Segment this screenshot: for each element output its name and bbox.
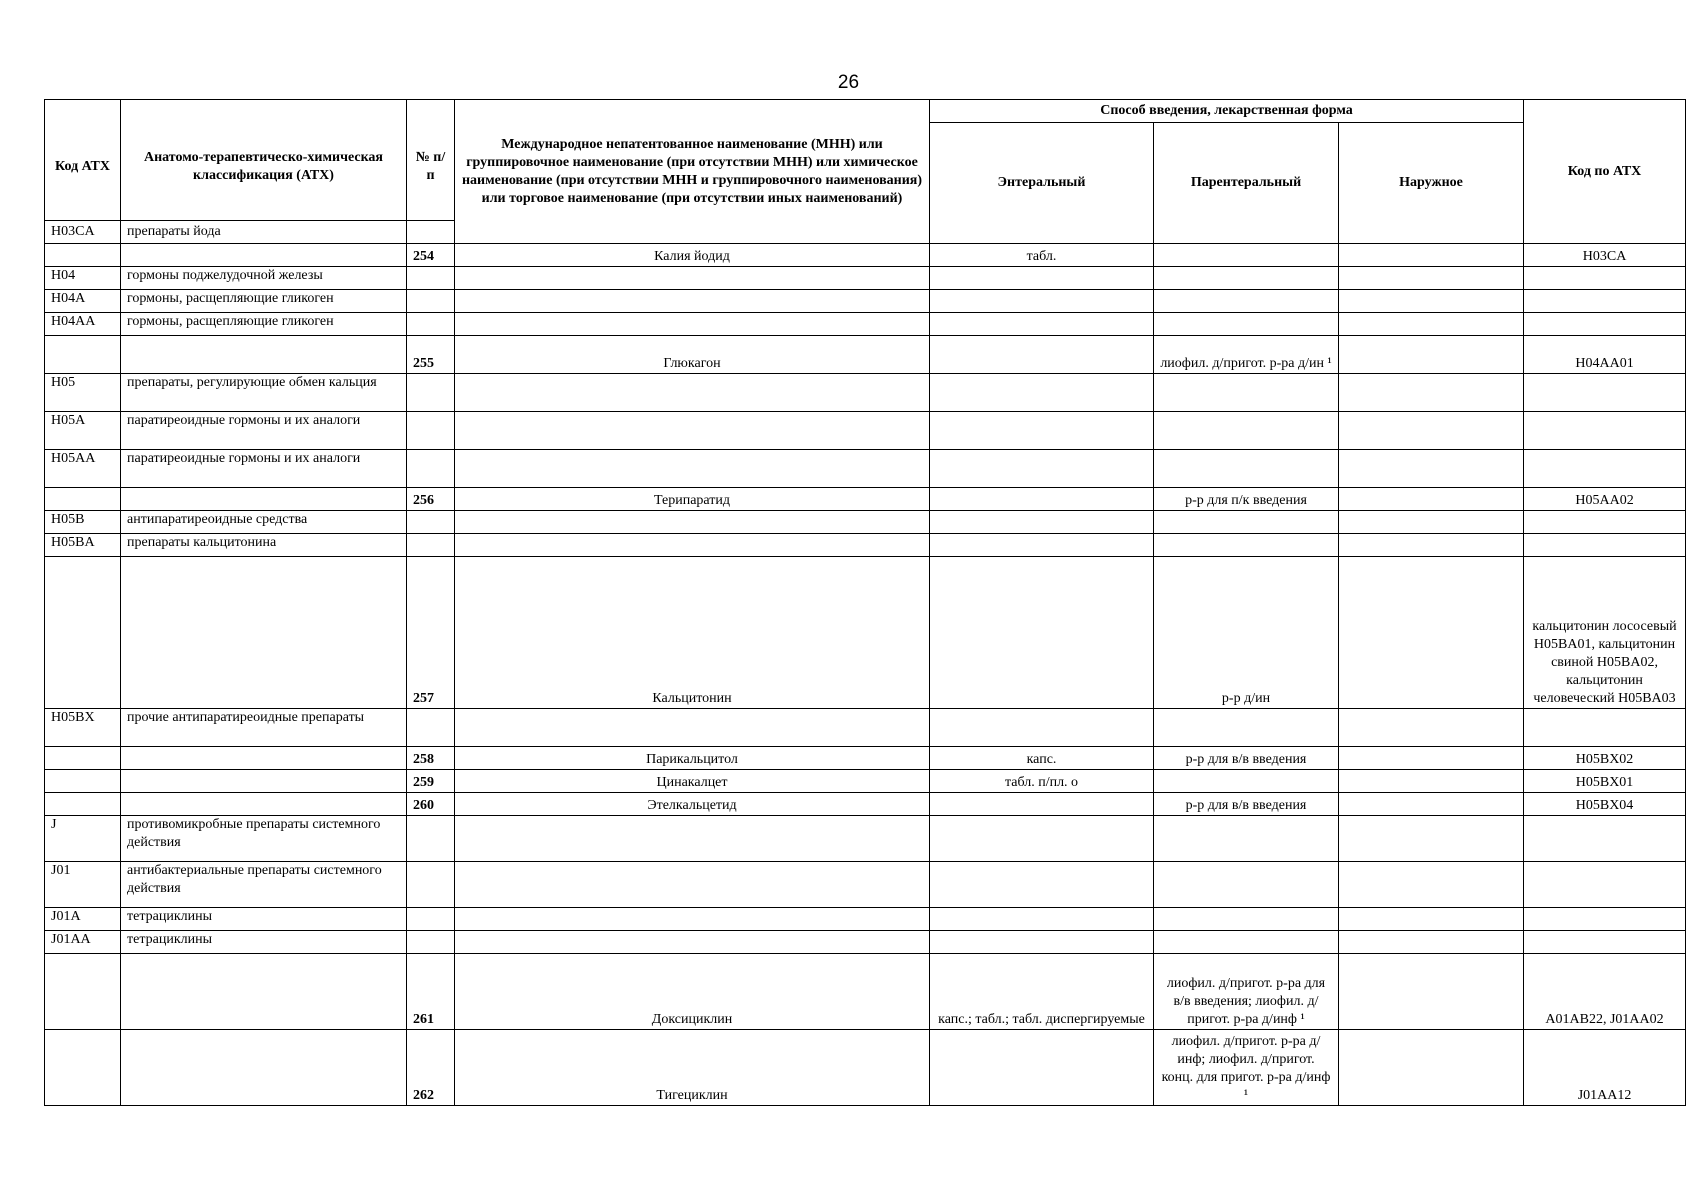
atc-code-cell: H05B (45, 511, 121, 534)
parenteral-form-cell (1154, 313, 1339, 336)
atc-code-cell (45, 770, 121, 793)
atc-code-by-cell: A01AB22, J01AA02 (1524, 954, 1686, 1030)
parenteral-form-cell: р-р для в/в введения (1154, 747, 1339, 770)
enteral-form-cell (930, 267, 1154, 290)
atc-code-by-cell: H04AA01 (1524, 336, 1686, 374)
enteral-form-cell: табл. п/пл. о (930, 770, 1154, 793)
external-form-cell (1339, 793, 1524, 816)
enteral-form-cell (930, 793, 1154, 816)
enteral-form-cell (930, 862, 1154, 908)
header-external: Наружное (1339, 123, 1524, 244)
number-cell (407, 709, 455, 747)
parenteral-form-cell (1154, 770, 1339, 793)
enteral-form-cell (930, 290, 1154, 313)
enteral-form-cell (930, 908, 1154, 931)
number-cell: 259 (407, 770, 455, 793)
parenteral-form-cell (1154, 709, 1339, 747)
external-form-cell (1339, 336, 1524, 374)
classification-cell: тетрациклины (121, 931, 407, 954)
external-form-cell (1339, 450, 1524, 488)
parenteral-form-cell (1154, 931, 1339, 954)
page-number: 26 (837, 72, 860, 93)
parenteral-form-cell (1154, 244, 1339, 267)
header-first-class: препараты йода (121, 221, 407, 244)
header-code-atc: Код АТХ (45, 100, 121, 221)
enteral-form-cell: капс.; табл.; табл. диспергируемые (930, 954, 1154, 1030)
atc-code-cell (45, 336, 121, 374)
enteral-form-cell (930, 709, 1154, 747)
enteral-form-cell (930, 1030, 1154, 1106)
atc-code-by-cell (1524, 931, 1686, 954)
drug-name-cell (455, 908, 930, 931)
atc-code-by-cell: H05BX02 (1524, 747, 1686, 770)
external-form-cell (1339, 412, 1524, 450)
table-row (45, 313, 1686, 336)
atc-code-by-cell (1524, 290, 1686, 313)
atc-code-cell: H05 (45, 374, 121, 412)
enteral-form-cell (930, 816, 1154, 862)
atc-code-cell (45, 557, 121, 709)
enteral-form-cell (930, 534, 1154, 557)
external-form-cell (1339, 511, 1524, 534)
number-cell: 261 (407, 954, 455, 1030)
table-row (45, 374, 1686, 412)
classification-cell (121, 954, 407, 1030)
atc-code-cell (45, 793, 121, 816)
external-form-cell (1339, 557, 1524, 709)
table-row (45, 908, 1686, 931)
classification-cell (121, 793, 407, 816)
atc-code-cell (45, 1030, 121, 1106)
table-row (45, 793, 1686, 816)
drug-name-cell: Парикальцитол (455, 747, 930, 770)
external-form-cell (1339, 534, 1524, 557)
drug-name-cell: Терипаратид (455, 488, 930, 511)
classification-cell: тетрациклины (121, 908, 407, 931)
external-form-cell (1339, 816, 1524, 862)
classification-cell (121, 747, 407, 770)
enteral-form-cell (930, 412, 1154, 450)
parenteral-form-cell: лиофил. д/пригот. р-ра д/ин ¹ (1154, 336, 1339, 374)
table-row (45, 816, 1686, 862)
drug-name-cell (455, 374, 930, 412)
number-cell (407, 862, 455, 908)
table-row (45, 709, 1686, 747)
atc-code-by-cell: H05BX01 (1524, 770, 1686, 793)
table-row (45, 336, 1686, 374)
parenteral-form-cell: лиофил. д/пригот. р-ра д/инф; лиофил. д/пригот. конц. для пригот. р-ра д/инф ¹ (1154, 1030, 1339, 1106)
external-form-cell (1339, 908, 1524, 931)
atc-code-cell: J01AA (45, 931, 121, 954)
external-form-cell (1339, 290, 1524, 313)
table-row (45, 488, 1686, 511)
atc-code-cell: J (45, 816, 121, 862)
atc-code-cell: J01A (45, 908, 121, 931)
atc-code-by-cell (1524, 908, 1686, 931)
drug-name-cell (455, 534, 930, 557)
table-row (45, 290, 1686, 313)
classification-cell: препараты, регулирующие обмен кальция (121, 374, 407, 412)
atc-code-by-cell (1524, 412, 1686, 450)
parenteral-form-cell (1154, 816, 1339, 862)
number-cell: 262 (407, 1030, 455, 1106)
header-inn: Международное непатентованное наименование (МНН) или группировочное наименование (при отсутствии МНН) или химическое наименование (при отсутствии МНН и группировочного наименования) или торговое наименование (при отсутствии иных наименований) (455, 100, 930, 244)
drug-name-cell: Калия йодид (455, 244, 930, 267)
parenteral-form-cell (1154, 374, 1339, 412)
classification-cell: препараты кальцитонина (121, 534, 407, 557)
atc-code-by-cell (1524, 709, 1686, 747)
classification-cell (121, 488, 407, 511)
atc-code-by-cell (1524, 267, 1686, 290)
number-cell: 257 (407, 557, 455, 709)
table-row (45, 267, 1686, 290)
enteral-form-cell (930, 488, 1154, 511)
classification-cell (121, 336, 407, 374)
table-row (45, 954, 1686, 1030)
atc-code-by-cell: кальцитонин лососевый H05BA01, кальцитонин свиной H05BA02, кальцитонин человеческий H05BA03 (1524, 557, 1686, 709)
parenteral-form-cell: р-р д/ин (1154, 557, 1339, 709)
atc-code-cell (45, 954, 121, 1030)
number-cell (407, 412, 455, 450)
atc-code-cell (45, 488, 121, 511)
enteral-form-cell (930, 557, 1154, 709)
header-code-by-atc: Код по АТХ (1524, 100, 1686, 244)
external-form-cell (1339, 374, 1524, 412)
enteral-form-cell (930, 931, 1154, 954)
enteral-form-cell (930, 313, 1154, 336)
atc-code-cell: J01 (45, 862, 121, 908)
classification-cell: антибактериальные препараты системного действия (121, 862, 407, 908)
classification-cell: прочие антипаратиреоидные препараты (121, 709, 407, 747)
table-row (45, 557, 1686, 709)
atc-code-by-cell: H03CA (1524, 244, 1686, 267)
enteral-form-cell: капс. (930, 747, 1154, 770)
external-form-cell (1339, 709, 1524, 747)
header-route-group: Способ введения, лекарственная форма (930, 100, 1524, 123)
drug-name-cell: Этелкальцетид (455, 793, 930, 816)
header-parenteral: Парентеральный (1154, 123, 1339, 244)
atc-code-cell: H04A (45, 290, 121, 313)
parenteral-form-cell (1154, 862, 1339, 908)
classification-cell (121, 770, 407, 793)
number-cell (407, 313, 455, 336)
number-cell (407, 374, 455, 412)
atc-code-cell: H04 (45, 267, 121, 290)
external-form-cell (1339, 770, 1524, 793)
number-cell (407, 267, 455, 290)
drug-name-cell (455, 267, 930, 290)
atc-code-cell: H05A (45, 412, 121, 450)
table-row (45, 412, 1686, 450)
atc-code-by-cell (1524, 816, 1686, 862)
atc-code-by-cell (1524, 374, 1686, 412)
drug-name-cell (455, 931, 930, 954)
table-row (45, 534, 1686, 557)
number-cell (407, 450, 455, 488)
external-form-cell (1339, 1030, 1524, 1106)
drug-name-cell: Глюкагон (455, 336, 930, 374)
external-form-cell (1339, 931, 1524, 954)
atc-code-by-cell: H05AA02 (1524, 488, 1686, 511)
header-first-num (407, 221, 455, 244)
parenteral-form-cell (1154, 534, 1339, 557)
parenteral-form-cell: р-р для в/в введения (1154, 793, 1339, 816)
parenteral-form-cell (1154, 267, 1339, 290)
classification-cell: гормоны, расщепляющие гликоген (121, 290, 407, 313)
classification-cell (121, 1030, 407, 1106)
table-row (45, 450, 1686, 488)
atc-code-by-cell: H05BX04 (1524, 793, 1686, 816)
drug-name-cell: Кальцитонин (455, 557, 930, 709)
atc-code-by-cell (1524, 313, 1686, 336)
classification-cell: гормоны поджелудочной железы (121, 267, 407, 290)
parenteral-form-cell: лиофил. д/пригот. р-ра для в/в введения; лиофил. д/пригот. р-ра д/инф ¹ (1154, 954, 1339, 1030)
parenteral-form-cell: р-р для п/к введения (1154, 488, 1339, 511)
atc-code-cell (45, 244, 121, 267)
parenteral-form-cell (1154, 412, 1339, 450)
number-cell: 254 (407, 244, 455, 267)
parenteral-form-cell (1154, 290, 1339, 313)
drug-name-cell: Тигециклин (455, 1030, 930, 1106)
enteral-form-cell: табл. (930, 244, 1154, 267)
table-row (45, 511, 1686, 534)
classification-cell (121, 557, 407, 709)
atc-code-cell: H05BA (45, 534, 121, 557)
atc-drug-table (44, 99, 1686, 1106)
external-form-cell (1339, 313, 1524, 336)
number-cell (407, 931, 455, 954)
drug-name-cell (455, 290, 930, 313)
drug-name-cell (455, 511, 930, 534)
drug-name-cell (455, 862, 930, 908)
parenteral-form-cell (1154, 908, 1339, 931)
atc-code-by-cell: J01AA12 (1524, 1030, 1686, 1106)
number-cell (407, 908, 455, 931)
classification-cell (121, 244, 407, 267)
atc-code-by-cell (1524, 862, 1686, 908)
classification-cell: паратиреоидные гормоны и их аналоги (121, 412, 407, 450)
number-cell (407, 816, 455, 862)
external-form-cell (1339, 747, 1524, 770)
header-enteral: Энтеральный (930, 123, 1154, 244)
parenteral-form-cell (1154, 511, 1339, 534)
number-cell: 256 (407, 488, 455, 511)
header-number: № п/п (407, 100, 455, 221)
drug-name-cell: Доксициклин (455, 954, 930, 1030)
drug-name-cell (455, 816, 930, 862)
number-cell (407, 290, 455, 313)
external-form-cell (1339, 244, 1524, 267)
classification-cell: гормоны, расщепляющие гликоген (121, 313, 407, 336)
atc-code-by-cell (1524, 450, 1686, 488)
table-row (45, 862, 1686, 908)
classification-cell: паратиреоидные гормоны и их аналоги (121, 450, 407, 488)
external-form-cell (1339, 954, 1524, 1030)
external-form-cell (1339, 488, 1524, 511)
number-cell (407, 511, 455, 534)
atc-code-by-cell (1524, 511, 1686, 534)
table-row (45, 770, 1686, 793)
table-row (45, 1030, 1686, 1106)
number-cell (407, 534, 455, 557)
number-cell: 260 (407, 793, 455, 816)
atc-code-cell: H05BX (45, 709, 121, 747)
header-classification: Анатомо-терапевтическо-химическая классификация (АТХ) (121, 100, 407, 221)
parenteral-form-cell (1154, 450, 1339, 488)
table-row (45, 244, 1686, 267)
enteral-form-cell (930, 450, 1154, 488)
drug-name-cell (455, 313, 930, 336)
atc-code-cell: H05AA (45, 450, 121, 488)
enteral-form-cell (930, 336, 1154, 374)
drug-name-cell (455, 450, 930, 488)
drug-name-cell (455, 709, 930, 747)
classification-cell: антипаратиреоидные средства (121, 511, 407, 534)
table-row (45, 747, 1686, 770)
header-first-code: H03CA (45, 221, 121, 244)
drug-name-cell (455, 412, 930, 450)
table-row (45, 931, 1686, 954)
classification-cell: противомикробные препараты системного действия (121, 816, 407, 862)
drug-name-cell: Цинакалцет (455, 770, 930, 793)
external-form-cell (1339, 862, 1524, 908)
number-cell: 255 (407, 336, 455, 374)
atc-code-cell: H04AA (45, 313, 121, 336)
atc-code-cell (45, 747, 121, 770)
enteral-form-cell (930, 511, 1154, 534)
external-form-cell (1339, 267, 1524, 290)
enteral-form-cell (930, 374, 1154, 412)
atc-code-by-cell (1524, 534, 1686, 557)
table-body (45, 244, 1686, 1106)
number-cell: 258 (407, 747, 455, 770)
